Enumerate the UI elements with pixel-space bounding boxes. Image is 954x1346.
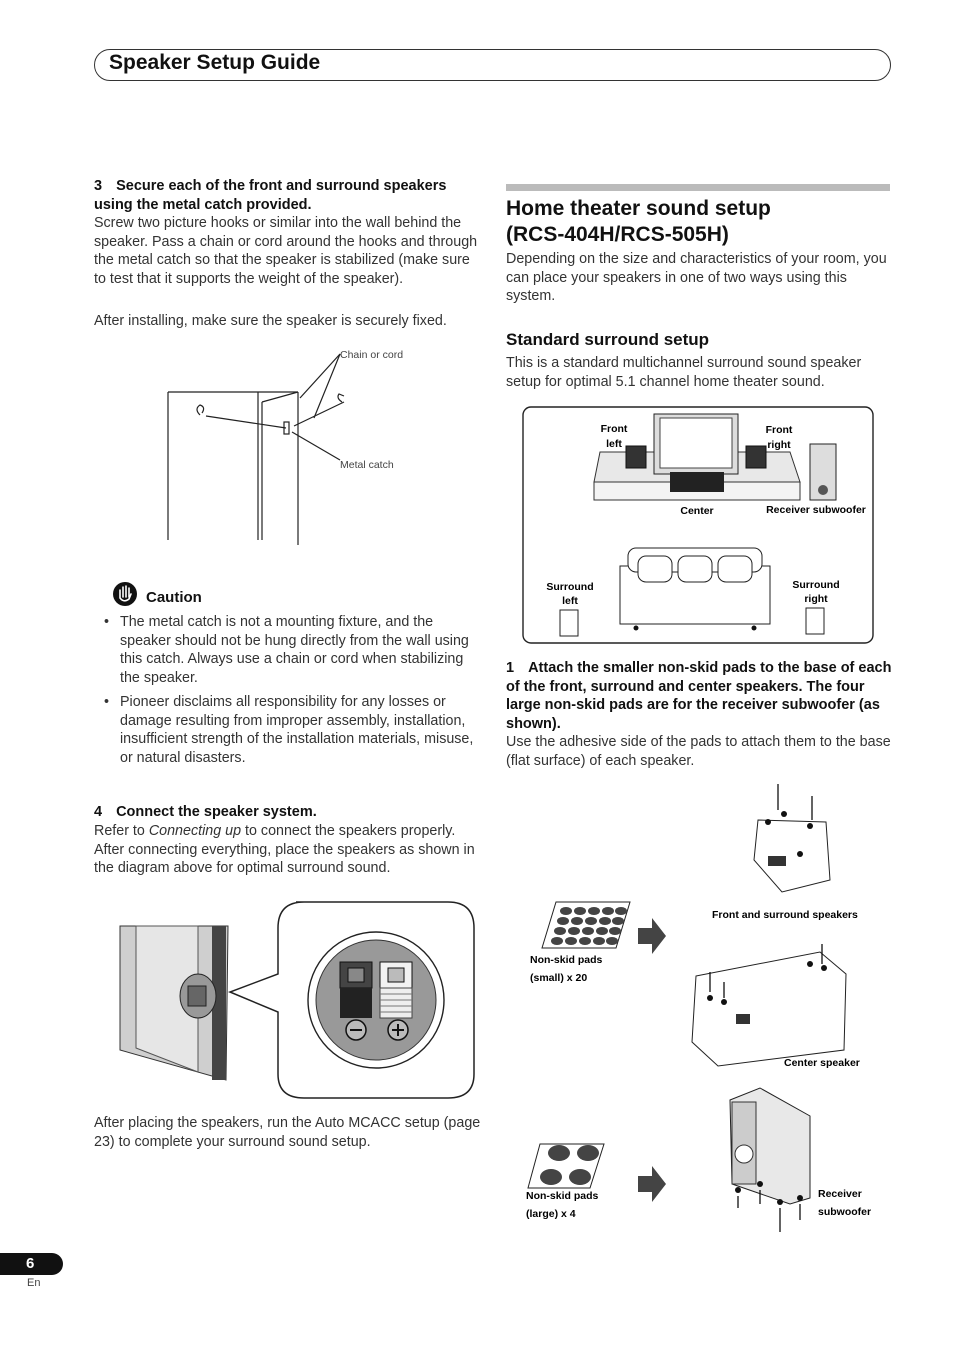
step-4-heading: 4 Connect the speaker system.: [94, 804, 317, 820]
chain-label: Chain or cord: [340, 349, 404, 361]
receiver-sub-label: Receiver: [818, 1188, 862, 1200]
metal-catch-figure: [160, 340, 420, 545]
surround-left-label: Surround: [546, 581, 594, 593]
caution-item: • Pioneer disclaims all responsibility for any losses or damage resulting from improper assembly, installation, insufficient strength of the installation materials, misuse, or natural disasters.: [94, 693, 479, 767]
front-surround-label: Front and surround speakers: [712, 909, 858, 921]
center-label: Center: [680, 505, 714, 517]
small-pads-label: Non-skid pads: [530, 954, 603, 966]
svg-text:right: right: [767, 439, 791, 451]
speaker-terminal-figure: [118, 900, 478, 1102]
step-3-body: Screw two picture hooks or similar into the wall behind the speaker. Pass a chain or cord around the hooks and through the metal catch so that the speaker is stabilized (make sure to test that it supports the weight of the speaker).: [94, 215, 478, 287]
center-speaker-label: Center speaker: [784, 1057, 860, 1069]
caution-list: [94, 613, 479, 773]
step-1-heading: 1 Attach the smaller non-skid pads to the base of each of the front, surround and center speakers. The four large non-skid pads are for the receiver subwoofer (as shown).: [506, 660, 892, 732]
surround-setup-diagram: [522, 406, 874, 646]
page-title: Speaker Setup Guide: [109, 51, 321, 74]
step-3-heading: 3 Secure each of the front and surround speakers using the metal catch provided.: [94, 178, 447, 213]
language-label: En: [27, 1277, 41, 1289]
subsection-body: This is a standard multichannel surround sound speaker setup for optimal 5.1 channel home theater sound.: [506, 355, 862, 390]
page-number-tab: [0, 1253, 63, 1275]
header-bar: [94, 49, 891, 81]
svg-text:right: right: [804, 593, 828, 605]
surround-right-label: Surround: [792, 579, 840, 591]
step-3-note: After installing, make sure the speaker is securely fixed.: [94, 313, 447, 329]
catch-label: Metal catch: [340, 459, 394, 471]
subwoofer-label: Receiver subwoofer: [766, 504, 866, 516]
section-title: Home theater sound setup (RCS-404H/RCS-505H): [506, 197, 771, 246]
subsection-title: Standard surround setup: [506, 330, 710, 349]
section-intro: Depending on the size and characteristics of your room, you can place your speakers in one of two ways using this system.: [506, 251, 887, 304]
large-pads-label: Non-skid pads: [526, 1190, 599, 1202]
page-number: 6: [26, 1255, 35, 1272]
section-rule: [506, 184, 890, 191]
caution-hand-icon: [112, 581, 138, 607]
non-skid-pads-figure: [520, 780, 890, 1240]
front-right-label: Front: [765, 424, 793, 436]
svg-text:(large) x 4: (large) x 4: [526, 1208, 576, 1220]
step-4-body: Refer to Connecting up to connect the speakers properly. After connecting everything, place the speakers as shown in the diagram above for optimal surround sound.: [94, 823, 475, 876]
svg-text:subwoofer: subwoofer: [818, 1206, 872, 1218]
front-left-label: Front: [600, 423, 628, 435]
svg-text:left: left: [606, 438, 622, 450]
step-1-body: Use the adhesive side of the pads to attach them to the base (flat surface) of each speaker.: [506, 734, 891, 769]
caution-title: Caution: [146, 589, 202, 606]
svg-text:left: left: [562, 595, 578, 607]
caution-item: • The metal catch is not a mounting fixture, and the speaker should not be hung directly from the wall using this catch. Always use a chain or cord when stabilizing the speaker.: [94, 613, 479, 687]
final-note: After placing the speakers, run the Auto MCACC setup (page 23) to complete your surround sound setup.: [94, 1115, 481, 1150]
svg-text:(small) x 20: (small) x 20: [530, 972, 588, 984]
